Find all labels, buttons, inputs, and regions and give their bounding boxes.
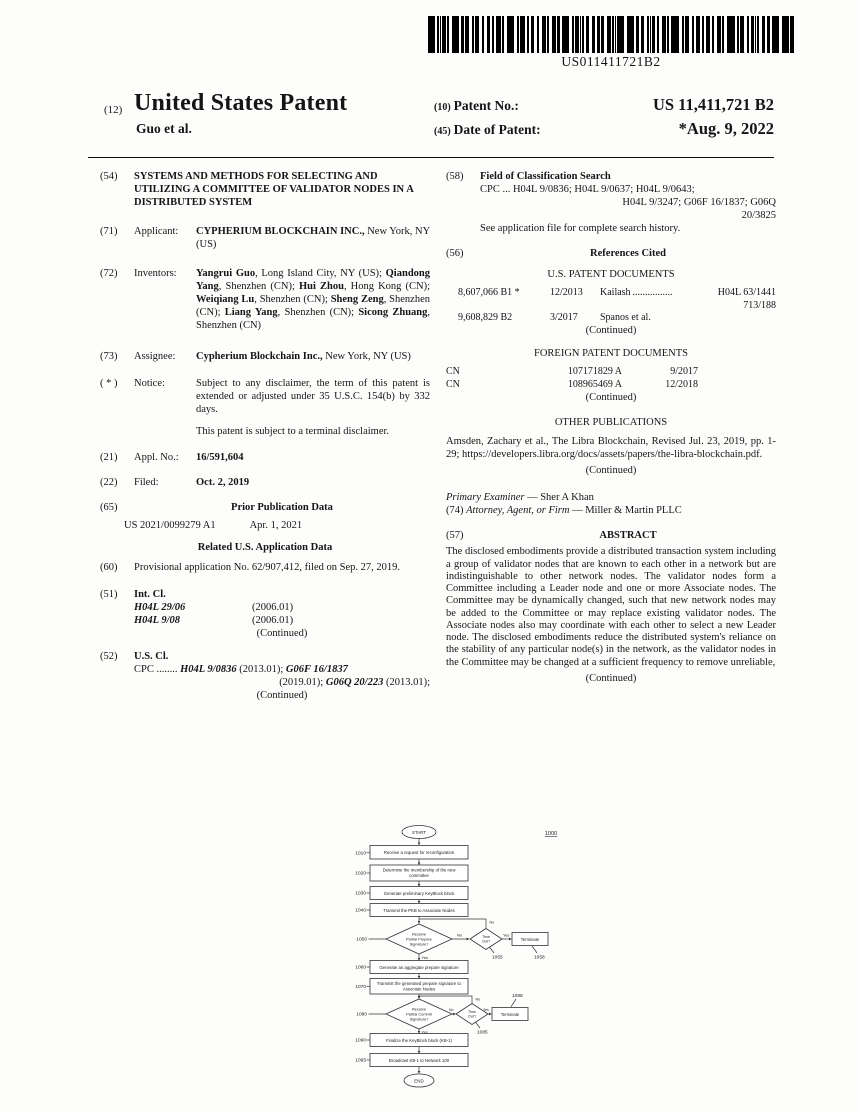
ref-id-label: 1058	[534, 955, 545, 961]
terminate-text: Terminate	[500, 1012, 520, 1017]
invention-title: SYSTEMS AND METHODS FOR SELECTING AND UTILIZING A COMMITTEE OF VALIDATOR NODES IN A DISTRIBUTED SYSTEM	[134, 171, 414, 209]
cpc-code: G06Q 20/223	[325, 677, 384, 689]
notice-paragraph-1: Subject to any disclaimer, the term of this patent is extended or adjusted under 35 U.S.C. 154(b) by 332 days.	[196, 378, 430, 416]
us-patent-name: Spanos et al.	[600, 311, 651, 323]
related-app-heading: Related U.S. Application Data	[197, 542, 333, 554]
abstract-text: The disclosed embodiments provide a distributed transaction system including a group of validator nodes that are known to each other in a network but are indistinguishable to other network nodes. The validator nodes form a Committee including a Leader node and one or more Associate nodes. The Committee may be dynamically changed, such that new network nodes may be added to the Committee or may replace existing validator nodes. The Associate nodes also may coordinate with each other to select a new Leader node. The disclosed embodiments reduce the distributed system's reliance on the stability of any particular node(s) in the network, as the validator nodes in the Committee may be changed at a sufficient frequency to remove unreliable,	[446, 546, 776, 668]
ref-id-label: 1040	[355, 908, 366, 914]
ref-id-label: 1050	[356, 937, 367, 943]
first-inventor-name: Guo et al.	[136, 121, 192, 136]
int-cl-version: (2006.01)	[252, 602, 294, 614]
step-text: Finalize the KeyBlock block (KB-1)	[386, 1037, 452, 1043]
int-cl-code: H04L 29/06	[134, 602, 186, 614]
prior-pub-row	[100, 519, 430, 532]
ref-id-label: 1088	[512, 994, 523, 999]
decision-text: Signature?	[409, 941, 429, 947]
primary-examiner-value: — Sher A Khan	[524, 492, 594, 504]
terminate-text: Terminate	[520, 937, 540, 942]
section-54-title	[100, 170, 430, 209]
foreign-docs-continued: (Continued)	[585, 392, 637, 404]
applicant-location: New York, NY (US)	[196, 226, 430, 251]
foreign-country: CN	[446, 378, 460, 390]
kind-code-12: (12)	[104, 104, 123, 116]
step-text: Generate an aggregate prepare signature	[379, 964, 459, 970]
field-cpc-line2: H04L 9/3247; G06F 16/1837; G06Q	[622, 197, 776, 209]
other-publications-continued: (Continued)	[585, 465, 637, 477]
prior-pub-date: Apr. 1, 2021	[249, 520, 303, 532]
tag-71: (71)	[100, 226, 118, 238]
assignee-value	[196, 350, 430, 363]
field-see-note: See application file for complete search history.	[480, 223, 681, 235]
decision-text: Receive	[411, 931, 427, 937]
abstract-heading: ABSTRACT	[599, 530, 657, 542]
patent-no-value: US 11,411,721 B2	[652, 95, 774, 114]
decision-text: Out?	[482, 939, 490, 944]
inventor-location: , Shenzhen (CN)	[196, 307, 430, 332]
attorney-value: — Miller & Martin PLLC	[569, 505, 682, 517]
end-label: END	[414, 1078, 424, 1084]
edge-label-yes: Yes	[483, 1007, 489, 1012]
other-publications-heading: OTHER PUBLICATIONS	[554, 417, 668, 429]
int-cl-version: (2006.01)	[252, 615, 294, 627]
appl-no-value: 16/591,604	[196, 452, 244, 464]
tag-56: (56)	[446, 248, 464, 260]
inventor-name: Qiandong Yang	[196, 268, 430, 293]
notice-paragraph-2: This patent is subject to a terminal disclaimer.	[196, 426, 390, 438]
inventor-name: Hui Zhou	[298, 281, 344, 293]
two-column-body	[100, 170, 776, 713]
inventor-name: Sicong Zhuang	[358, 307, 428, 319]
ref-id-label: 1095	[355, 1058, 366, 1064]
header-right	[434, 95, 774, 143]
ref-id-label: 1010	[355, 851, 366, 857]
ref-id-label: 1070	[355, 985, 366, 990]
loopback-line	[419, 919, 486, 929]
ref-id-label: 1085	[477, 1030, 488, 1036]
header-divider	[88, 157, 774, 158]
tag-21: (21)	[100, 452, 118, 464]
section-65-prior-pub	[100, 501, 430, 514]
decision-text: Signature?	[409, 1016, 429, 1022]
filed-label: Filed:	[134, 477, 159, 489]
us-patent-class: H04L 63/1441	[717, 287, 776, 299]
foreign-patent-row	[446, 379, 776, 391]
field-code-45: (45)	[434, 126, 451, 137]
decision-text: Time	[467, 1009, 477, 1014]
section-56-references	[446, 247, 776, 260]
field-cpc-line3: 20/3825	[741, 210, 776, 222]
tag-54: (54)	[100, 171, 118, 182]
barcode-image	[428, 16, 794, 53]
appl-no-label: Appl. No.:	[134, 452, 179, 464]
decision-text: Time	[481, 934, 491, 939]
section-21-appl-no	[100, 451, 430, 464]
edge-label-no: No	[489, 920, 495, 925]
step-text: Broadcast KB-1 to Network 100	[388, 1057, 450, 1063]
ref-id-label: 1030	[355, 891, 366, 897]
int-cl-row	[134, 614, 430, 627]
us-patent-row-continuation	[446, 300, 776, 312]
step-text: Transmit the generated prepare signature to	[377, 981, 461, 986]
us-patent-name: Kailash	[600, 287, 631, 299]
abstract-continued: (Continued)	[585, 673, 637, 685]
filed-value: Oct. 2, 2019	[196, 477, 250, 489]
inventor-name: Weiqiang Lu	[196, 294, 255, 306]
step-text: Transmit the PKB to Associate Nodes	[383, 907, 455, 913]
us-cl-cpc-line1	[134, 663, 430, 676]
inventor-location: , Shenzhen (CN);	[254, 294, 331, 306]
foreign-date: 9/2017	[670, 366, 698, 378]
foreign-number: 108965469 A	[567, 378, 622, 390]
step-text: Determine the membership of the new	[382, 867, 456, 873]
attorney-label: Attorney, Agent, or Firm	[466, 505, 570, 517]
section-58-field	[446, 170, 776, 235]
prior-pub-number: US 2021/0099279 A1	[124, 520, 216, 532]
step-text: committee	[409, 873, 429, 879]
tag-65: (65)	[100, 502, 118, 514]
section-52-us-cl	[100, 650, 430, 702]
edge-label-yes: Yes	[421, 1029, 428, 1035]
us-patent-docs-heading: U.S. PATENT DOCUMENTS	[547, 269, 675, 281]
us-patent-number: 9,608,829 B2	[458, 311, 513, 323]
section-71-applicant	[100, 225, 430, 251]
patent-number-row	[434, 95, 774, 115]
references-heading: References Cited	[590, 248, 666, 260]
section-57-abstract	[446, 529, 776, 542]
applicant-label: Applicant:	[134, 226, 179, 238]
int-cl-code: H04L 9/08	[134, 615, 180, 627]
us-patent-date: 12/2013	[550, 287, 583, 299]
us-cl-heading: U.S. Cl.	[134, 651, 169, 663]
inventor-location: , Shenzhen (CN);	[277, 307, 359, 319]
edge-label-yes: Yes	[421, 954, 428, 960]
cpc-version: (2019.01);	[279, 677, 326, 689]
decision-text: Partial Prepare	[406, 936, 432, 942]
us-cl-cpc-line2	[134, 676, 430, 689]
patent-no-label: Patent No.:	[453, 98, 519, 113]
field-code-10: (10)	[434, 102, 451, 113]
primary-examiner-line	[446, 491, 776, 504]
decision-text: Receive	[411, 1006, 427, 1012]
figure-number: 1000	[544, 831, 558, 837]
inventor-name: Sheng Zeng	[330, 294, 384, 306]
us-cl-continued: (Continued)	[256, 690, 308, 702]
int-cl-heading: Int. Cl.	[134, 589, 166, 601]
section-73-assignee	[100, 350, 430, 363]
edge-label-no: No	[449, 1007, 454, 1012]
inventor-name: Liang Yang	[224, 307, 278, 319]
prior-pub-heading: Prior Publication Data	[231, 502, 333, 514]
flowchart-figure	[346, 822, 646, 1108]
cpc-version: (2013.01);	[383, 677, 430, 689]
right-column	[446, 170, 776, 713]
assignee-location: New York, NY (US)	[322, 351, 411, 363]
us-patent-row	[446, 312, 776, 324]
date-of-patent-value: *Aug. 9, 2022	[678, 119, 774, 138]
provisional-text: Provisional application No. 62/907,412, filed on Sep. 27, 2019.	[134, 562, 400, 574]
patent-date-row	[434, 119, 774, 139]
ref-id-label: 1055	[492, 955, 503, 961]
ref-id-label: 1020	[355, 871, 366, 877]
section-notice	[100, 377, 430, 438]
inventor-location: , Hong Kong (CN);	[343, 281, 430, 293]
other-publications-text: Amsden, Zachary et al., The Libra Blockchain, Revised Jul. 23, 2019, pp. 1-29; https://developers.libra.org/docs/assets/papers/the-libra-blockchain.pdf.	[446, 436, 776, 461]
tag-57: (57)	[446, 530, 464, 542]
tag-22: (22)	[100, 477, 118, 489]
inventors-label: Inventors:	[134, 268, 177, 280]
field-cpc-line1: CPC ... H04L 9/0836; H04L 9/0637; H04L 9/0643;	[480, 184, 695, 196]
assignee-name: Cypherium Blockchain Inc.,	[196, 351, 323, 363]
inventor-name: Yangrui Guo	[196, 268, 256, 280]
foreign-docs-heading: FOREIGN PATENT DOCUMENTS	[533, 348, 689, 360]
int-cl-continued: (Continued)	[256, 628, 308, 640]
step-text: Generate preliminary KeyBlock block	[383, 890, 455, 896]
ref-id-label: 1080	[356, 1012, 367, 1018]
foreign-country: CN	[446, 366, 460, 378]
ref-id-label: 1060	[355, 965, 366, 971]
applicant-name: CYPHERIUM BLOCKCHAIN INC.,	[196, 226, 365, 238]
tag-58: (58)	[446, 171, 464, 182]
tag-60: (60)	[100, 562, 118, 574]
inventors-list	[196, 267, 430, 332]
leader-dots: ................	[632, 287, 673, 299]
us-patent-date: 3/2017	[550, 311, 578, 323]
patent-header	[88, 90, 774, 152]
inventor-location: , Long Island City, NY (US);	[255, 268, 386, 280]
barcode-number: US011411721B2	[561, 54, 661, 69]
int-cl-row	[134, 601, 430, 614]
document-type-title: United States Patent	[134, 90, 348, 116]
barcode-block	[428, 16, 794, 70]
tag-73: (73)	[100, 351, 118, 363]
us-patent-class-2: 713/188	[743, 299, 776, 311]
section-51-int-cl	[100, 588, 430, 640]
date-of-patent-label: Date of Patent:	[453, 122, 541, 137]
foreign-date: 12/2018	[665, 378, 698, 390]
cpc-prefix: CPC ........	[134, 664, 181, 676]
foreign-number: 107171829 A	[567, 366, 622, 378]
tag-72: (72)	[100, 268, 118, 280]
step-text: Associate Nodes	[402, 986, 436, 992]
us-docs-continued: (Continued)	[585, 325, 637, 337]
edge-label-no: No	[475, 997, 481, 1002]
foreign-patent-row	[446, 366, 776, 378]
left-column	[100, 170, 430, 713]
inventor-location: , Shenzhen (CN);	[218, 281, 299, 293]
edge-label-yes: Yes	[503, 932, 510, 938]
notice-label: Notice:	[134, 378, 165, 390]
section-22-filed	[100, 476, 430, 489]
primary-examiner-label: Primary Examiner	[446, 492, 525, 504]
ref-id-label: 1090	[355, 1038, 366, 1044]
tag-51: (51)	[100, 589, 118, 601]
start-label: START	[411, 829, 427, 835]
tag-52: (52)	[100, 651, 118, 663]
section-60-provisional	[100, 561, 430, 574]
edge-label-no: No	[457, 932, 462, 938]
decision-text: Out?	[468, 1014, 476, 1019]
cpc-version: (2013.01);	[236, 664, 286, 676]
assignee-label: Assignee:	[134, 351, 176, 363]
step-text: Receive a request for reconfiguration	[383, 850, 455, 855]
inventor-location: , Shenzhen (CN);	[196, 294, 430, 319]
cpc-code: G06F 16/1837	[285, 664, 348, 676]
us-patent-row	[446, 287, 776, 299]
field-heading: Field of Classification Search	[480, 171, 611, 182]
tag-74: (74)	[446, 505, 464, 517]
section-72-inventors	[100, 267, 430, 332]
us-patent-number: 8,607,066 B1 *	[458, 287, 520, 299]
attorney-line	[446, 504, 776, 517]
id-leader-lines	[367, 853, 538, 1060]
cpc-code: H04L 9/0836	[180, 664, 237, 676]
applicant-value	[196, 225, 430, 251]
decision-text: Partial Commit	[406, 1011, 432, 1017]
tag-asterisk: ( * )	[100, 378, 118, 390]
